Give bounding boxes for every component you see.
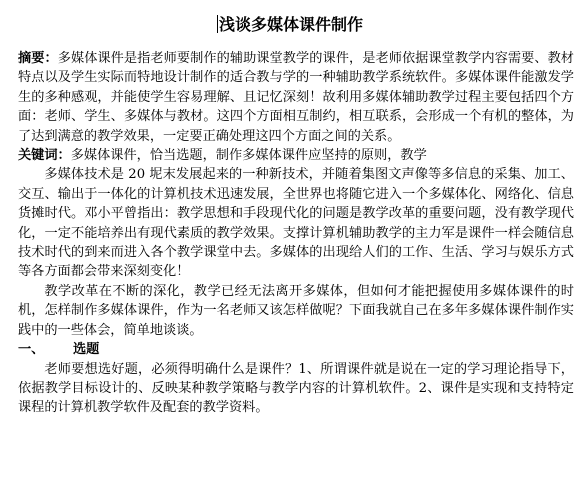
document-title [0, 14, 580, 36]
document-title-text: 浅谈多媒体课件制作 [218, 15, 363, 34]
abstract-label: 摘要： [18, 51, 58, 66]
keywords-label: 关键词： [18, 148, 71, 164]
section-title: 选题 [73, 342, 100, 358]
keywords-text: 多媒体课件，恰当选题，制作多媒体课件应坚持的原则，教学 [70, 148, 427, 164]
section-number: 一、 [18, 342, 45, 358]
text-cursor [217, 15, 218, 33]
section-heading-1 [18, 340, 574, 359]
keywords-paragraph [18, 146, 574, 165]
abstract-text: 多媒体课件是指老师要制作的辅助课堂教学的课件，是老师依据课堂教学内容需要、教材特点以及学生实际而特地设计制作的适合教与学的一种辅助教学系统软件。多媒体课件能激发学生的多种感观，并能使学生容易理解、且记忆深刻！故利用多媒体辅助教学过程主要包括四个方面：老师、学生、多媒体与教材。这四个方面相互制约，相互联系，会形成一个有机的整体，为了达到满意的教学效果，一定要正确处理这四个方面之间的关系。 [18, 51, 574, 144]
body-paragraph-2: 教学改革在不断的深化，教学已经无法离开多媒体，但如何才能把握使用多媒体课件的时机，怎样制作多媒体课件，作为一名老师又该怎样做呢？下面我就自己在多年多媒体课件制作实践中的一些体会，简单地谈谈。 [18, 283, 574, 338]
body-paragraph-1: 多媒体技术是 20 坭末发展起来的一种新技术，并随着集图文声像等多信息的采集、加工、交互、输出于一体化的计算机技术迅速发展，全世界也将随它进入一个多媒体化、网络化、信息货摊时代。邓小平曾指出：教学思想和手段现代化的问题是教学改革的重要问题，没有教学现代化，一定不能培养出有现代素质的教学效果。支撑计算机辅助教学的主力军是课件一样会随信息技术时代的到来而进入各个教学课堂中去。多媒体的出现给人们的工作、生活、学习与娱乐方式等各方面都会带来深刻变化！ [18, 167, 574, 280]
body-paragraph-3: 老师要想选好题，必须得明确什么是课件？1、所谓课件就是说在一定的学习理论指导下，依据教学目标设计的、反映某种教学策略与教学内容的计算机软件。2、课件是实现和支持特定课程的计算机教学软件及配套的教学资料。 [18, 361, 574, 416]
document-body[interactable] [18, 49, 574, 418]
abstract-paragraph [18, 49, 574, 146]
